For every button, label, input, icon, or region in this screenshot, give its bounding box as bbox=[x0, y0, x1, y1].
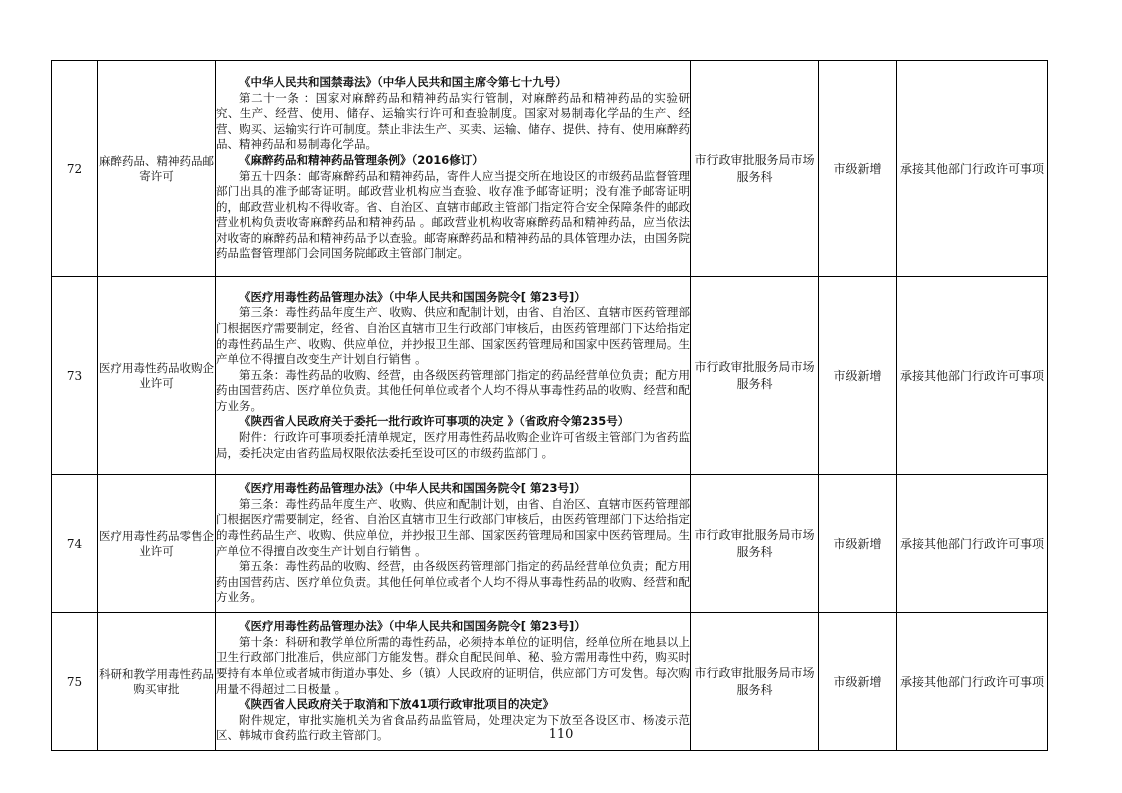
item-name: 医疗用毒性药品零售企业许可 bbox=[98, 475, 216, 613]
item-name: 医疗用毒性药品收购企业许可 bbox=[98, 277, 216, 475]
remarks: 承接其他部门行政许可事项 bbox=[897, 475, 1048, 613]
item-type: 市级新增 bbox=[819, 613, 897, 751]
department: 市行政审批服务局市场服务科 bbox=[691, 277, 819, 475]
law-clause: 第五条：毒性药品的收购、经营，由各级医药管理部门指定的药品经营单位负责；配方用药由国营药店、医疗单位负责。其他任何单位或者个人均不得从事毒性药品的收购、经营和配方业务。 bbox=[216, 367, 690, 413]
page-number: 110 bbox=[548, 727, 574, 742]
row-number: 75 bbox=[52, 613, 98, 751]
law-clause: 第三条：毒性药品年度生产、收购、供应和配制计划，由省、自治区、直辖市医药管理部门根据医疗需要制定，经省、自治区直辖市卫生行政部门审核后，由医药管理部门下达给指定的毒性药品生产、收购、供应单位，并抄报卫生部、国家医药管理局和国家中医药管理局。生产单位不得擅自改变生产计划自行销售 。 bbox=[216, 305, 690, 367]
item-type: 市级新增 bbox=[819, 61, 897, 277]
law-title: 《陕西省人民政府关于委托一批行政许可事项的决定 》（省政府令第235号） bbox=[239, 414, 630, 429]
item-name: 科研和教学用毒性药品购买审批 bbox=[98, 613, 216, 751]
law-clause: 第二十一条 ：国家对麻醉药品和精神药品实行管制，对麻醉药品和精神药品的实验研究、生产、经营、使用、储存、运输实行许可和查验制度。国家对易制毒化学品的生产、经营、购买、运输实行许可制度。禁止非法生产、买卖、运输、储存、提供、持有、使用麻醉药品、精神药品和易制毒化学品。 bbox=[216, 90, 690, 152]
law-clause: 第十条：科研和教学单位所需的毒性药品，必须持本单位的证明信，经单位所在地县以上卫生行政部门批准后，供应部门方能发售。群众自配民间单、秘、验方需用毒性中药，购买时要持有本单位或者城市街道办事处、乡（镇）人民政府的证明信，供应部门方可发售。每次购用量不得超过二日极量 。 bbox=[216, 634, 690, 696]
law-title: 《陕西省人民政府关于取消和下放41项行政审批项目的决定》 bbox=[239, 697, 555, 712]
item-type: 市级新增 bbox=[819, 475, 897, 613]
item-name: 麻醉药品、精神药品邮寄许可 bbox=[98, 61, 216, 277]
row-number: 72 bbox=[52, 61, 98, 277]
table-row bbox=[52, 277, 1048, 475]
remarks: 承接其他部门行政许可事项 bbox=[897, 277, 1048, 475]
law-title: 《麻醉药品和精神药品管理条例》（2016修订） bbox=[239, 152, 484, 167]
law-clause: 附件：行政许可事项委托清单规定，医疗用毒性药品收购企业许可省级主管部门为省药监局，委托决定由省药监局权限依法委托至设可区的市级药监部门 。 bbox=[216, 430, 690, 460]
row-number: 74 bbox=[52, 475, 98, 613]
department: 市行政审批服务局市场服务科 bbox=[691, 613, 819, 751]
items-table bbox=[51, 60, 1048, 751]
legal-basis bbox=[216, 475, 691, 613]
law-title: 《医疗用毒性药品管理办法》（中华人民共和国国务院令[ 第23号]） bbox=[239, 481, 586, 496]
department: 市行政审批服务局市场服务科 bbox=[691, 475, 819, 613]
remarks: 承接其他部门行政许可事项 bbox=[897, 61, 1048, 277]
table-row bbox=[52, 475, 1048, 613]
law-clause: 附件规定，审批实施机关为省食品药品监管局，处理决定为下放至各设区市、杨凌示范区、韩城市食药监行政主管部门。 bbox=[216, 712, 690, 743]
legal-basis bbox=[216, 61, 691, 277]
row-number: 73 bbox=[52, 277, 98, 475]
legal-basis bbox=[216, 277, 691, 475]
law-clause: 第五条：毒性药品的收购、经营，由各级医药管理部门指定的药品经营单位负责；配方用药由国营药店、医疗单位负责。其他任何单位或者个人均不得从事毒性药品的收购、经营和配方业务。 bbox=[216, 559, 690, 605]
remarks: 承接其他部门行政许可事项 bbox=[897, 613, 1048, 751]
department: 市行政审批服务局市场服务科 bbox=[691, 61, 819, 277]
law-title: 《医疗用毒性药品管理办法》（中华人民共和国国务院令[ 第23号]） bbox=[239, 289, 586, 304]
table-row bbox=[52, 61, 1048, 277]
law-title: 《中华人民共和国禁毒法》（中华人民共和国主席令第七十九号） bbox=[239, 74, 567, 89]
item-type: 市级新增 bbox=[819, 277, 897, 475]
law-title: 《医疗用毒性药品管理办法》（中华人民共和国国务院令[ 第23号]） bbox=[239, 619, 586, 634]
law-clause: 第三条：毒性药品年度生产、收购、供应和配制计划，由省、自治区、直辖市医药管理部门根据医疗需要制定，经省、自治区直辖市卫生行政部门审核后，由医药管理部门下达给指定的毒性药品生产、收购、供应单位，并抄报卫生部、国家医药管理局和国家中医药管理局。生产单位不得擅自改变生产计划自行销售 。 bbox=[216, 496, 690, 558]
law-clause: 第五十四条：邮寄麻醉药品和精神药品，寄件人应当提交所在地设区的市级药品监督管理部门出具的准予邮寄证明。邮政营业机构应当查验、收存准予邮寄证明；没有准予邮寄证明的，邮政营业机构不得收寄。省、自治区、直辖市邮政主管部门指定符合安全保障条件的邮政营业机构负责收寄麻醉药品和精神药品 。邮政营业机构收寄麻醉药品和精神药品，应当依法对收寄的麻醉药品和精神药品予以查验。邮寄麻醉药品和精神药品的具体管理办法，由国务院药品监督管理部门会同国务院邮政主管部门制定。 bbox=[216, 168, 690, 261]
